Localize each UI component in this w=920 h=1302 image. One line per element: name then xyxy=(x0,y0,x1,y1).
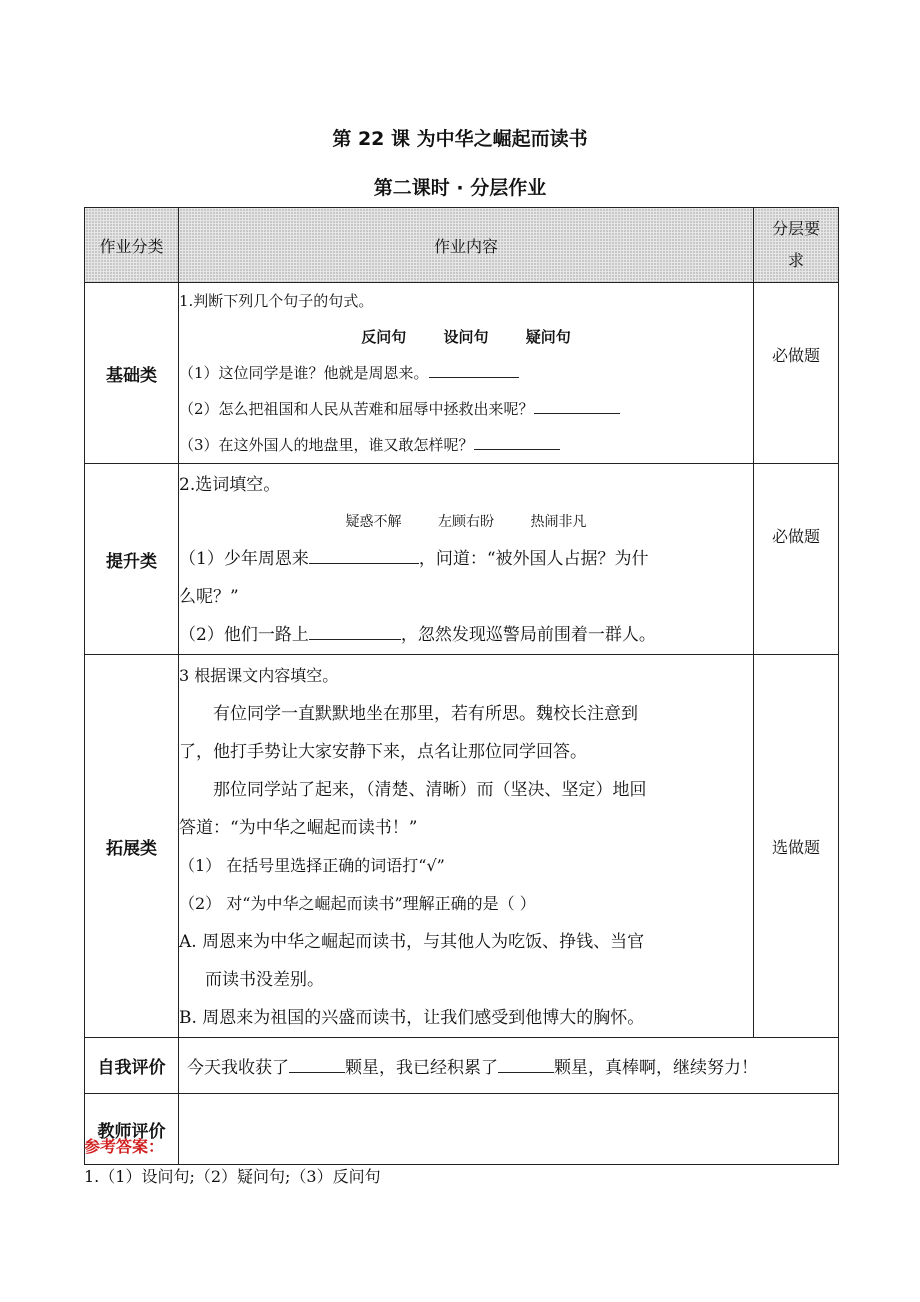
option-look-around: 左顾右盼 xyxy=(438,514,494,530)
passage-line: 答道：“为中华之崛起而读书！” xyxy=(179,818,418,838)
table-row-improve xyxy=(85,464,839,655)
answer-blank[interactable] xyxy=(498,1058,554,1073)
question-2: 2.选词填空。 xyxy=(179,475,281,495)
question-1-item-1: （1）这位同学是谁？他就是周恩来。 xyxy=(179,355,753,391)
homework-table xyxy=(84,207,839,1165)
passage-line: 那位同学站了起来，（清楚、清晰）而（坚决、坚定）地回 xyxy=(213,780,647,800)
answers-title: 参考答案： xyxy=(84,1137,165,1156)
table-header-row xyxy=(85,208,839,283)
answer-line-1: 1.（1）设问句;（2）疑问句;（3）反问句 xyxy=(84,1167,381,1186)
option-a-cont: 而读书没差别。 xyxy=(205,970,324,990)
table-row-self-eval xyxy=(85,1038,839,1094)
page-title: 第 22 课 为中华之崛起而读书 xyxy=(332,128,588,150)
table-row-basic xyxy=(85,283,839,464)
header-content: 作业内容 xyxy=(179,208,754,283)
sub-question-2: （2） 对“为中华之崛起而读书”理解正确的是（ ） xyxy=(179,894,536,913)
requirement-extend: 选做题 xyxy=(754,655,839,1038)
content-extend xyxy=(179,655,754,1038)
sub-question-1: （1） 在括号里选择正确的词语打“√” xyxy=(179,856,445,875)
teacher-eval-field[interactable] xyxy=(179,1094,839,1165)
answer-blank[interactable] xyxy=(309,625,401,640)
table-row-teacher-eval xyxy=(85,1094,839,1165)
header-category: 作业分类 xyxy=(85,208,179,283)
sentence-type-options xyxy=(179,319,753,355)
answer-blank[interactable] xyxy=(534,399,620,414)
option-rhetorical: 反问句 xyxy=(361,328,407,346)
question-1-item-2: （2）怎么把祖国和人民从苦难和屈辱中拯救出来呢？ xyxy=(179,391,753,427)
question-2-item-2: （2）他们一路上 ，忽然发现巡警局前围着一群人。 xyxy=(179,625,656,645)
option-puzzled: 疑惑不解 xyxy=(345,514,402,530)
word-options xyxy=(179,504,753,540)
passage-line: 了，他打手势让大家安静下来，点名让那位同学回答。 xyxy=(179,742,587,762)
requirement-improve: 必做题 xyxy=(754,464,839,655)
passage-line: 有位同学一直默默地坐在那里，若有所思。魏校长注意到 xyxy=(213,704,638,724)
option-bustling: 热闹非凡 xyxy=(530,514,587,530)
option-a: A. 周恩来为中华之崛起而读书，与其他人为吃饭、挣钱、当官 xyxy=(179,932,645,952)
option-self-answered: 设问句 xyxy=(443,328,489,346)
header-requirement: 分层要求 xyxy=(754,208,839,283)
question-2-item-1-cont: 么呢？” xyxy=(179,587,239,607)
answer-blank[interactable] xyxy=(429,363,519,378)
question-1: 1.判断下列几个句子的句式。 xyxy=(179,292,374,310)
table-row-extend xyxy=(85,655,839,1038)
answer-blank[interactable] xyxy=(289,1058,345,1073)
category-improve: 提升类 xyxy=(85,464,179,655)
category-teacher-eval: 教师评价 xyxy=(85,1094,179,1165)
requirement-basic: 必做题 xyxy=(754,283,839,464)
question-3: 3 根据课文内容填空。 xyxy=(179,666,339,685)
option-b: B. 周恩来为祖国的兴盛而读书，让我们感受到他博大的胸怀。 xyxy=(179,1008,645,1028)
content-improve xyxy=(179,464,754,655)
category-extend: 拓展类 xyxy=(85,655,179,1038)
option-interrogative: 疑问句 xyxy=(525,328,571,346)
answer-blank[interactable] xyxy=(474,435,560,450)
answer-blank[interactable] xyxy=(309,549,419,564)
content-basic xyxy=(179,283,754,464)
self-eval-text: 今天我收获了 颗星，我已经积累了 颗星，真棒啊，继续努力！ xyxy=(179,1038,839,1094)
question-1-item-3: （3）在这外国人的地盘里，谁又敢怎样呢？ xyxy=(179,427,753,463)
category-self-eval: 自我评价 xyxy=(85,1038,179,1094)
category-basic: 基础类 xyxy=(85,283,179,464)
page-subtitle: 第二课时 · 分层作业 xyxy=(373,177,547,199)
question-2-item-1: （1）少年周恩来 ，问道：“被外国人占据？为什 xyxy=(179,549,649,569)
